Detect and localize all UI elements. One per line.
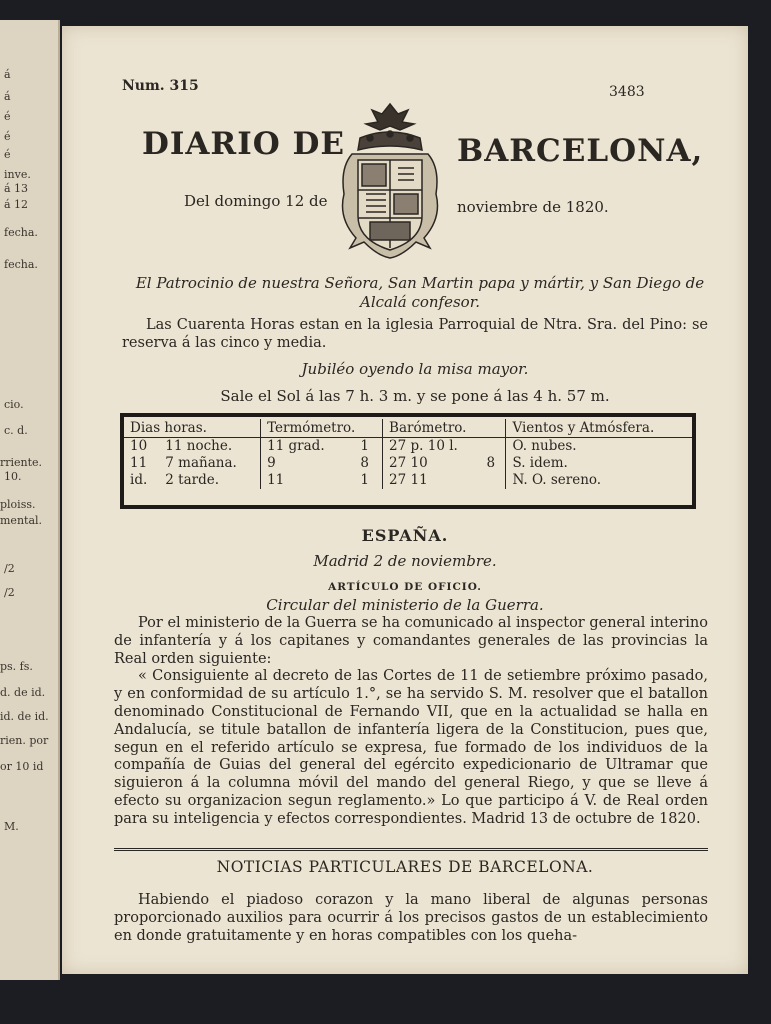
cell-wind: O. nubes.: [506, 438, 692, 456]
back-page-fragment: ps. fs.: [0, 660, 33, 673]
back-page-fragment: /2: [4, 586, 15, 599]
cell-hour: 2 tarde.: [165, 472, 220, 488]
article-title: Circular del ministerio de la Guerra.: [266, 596, 544, 614]
masthead-title-right: BARCELONA,: [457, 133, 704, 169]
back-page-fragment: á 12: [4, 198, 29, 211]
table-row: [124, 472, 692, 489]
cell-thermo-frac: 1: [360, 472, 369, 488]
cell-day: 11: [130, 455, 148, 471]
cell-wind: N. O. sereno.: [506, 472, 692, 489]
cell-thermo-frac: 1: [360, 438, 369, 454]
cell-wind: S. idem.: [506, 455, 692, 472]
sunrise-sunset: Sale el Sol á las 7 h. 3 m. y se pone á las 4 h. 57 m.: [220, 387, 610, 405]
back-page-fragment: inve.: [4, 168, 31, 181]
back-page-fragment: mental.: [0, 514, 43, 527]
noticias-paragraph: Habiendo el piadoso corazon y la mano liberal de algunas personas proporcionado auxilios para ocurrir á los precisos gastos de un establecimiento en donde gratuitamente y en horas compatibles con los queha-: [114, 892, 708, 944]
cell-thermo: 11 grad.: [261, 438, 355, 456]
cell-thermo-frac: 8: [360, 455, 369, 471]
back-page-fragment: fecha.: [4, 226, 38, 239]
back-page-fragment: id. de id.: [0, 710, 49, 723]
date-left: Del domingo 12 de: [184, 192, 328, 210]
back-page-fragment: 10.: [4, 470, 22, 483]
back-page-fragment: é: [4, 148, 11, 161]
back-page-fragment: á: [4, 68, 11, 81]
back-page-fragment: c. d.: [4, 424, 28, 437]
back-page-fragment: /2: [4, 562, 15, 575]
cuarenta-horas-notice: Las Cuarenta Horas estan en la iglesia Parroquial de Ntra. Sra. del Pino: se reserva á las cinco y media.: [122, 317, 708, 351]
table-row: [124, 455, 692, 472]
cell-thermo: 11: [261, 472, 355, 489]
section-dateline: Madrid 2 de noviembre.: [313, 552, 497, 570]
divider: [114, 848, 708, 851]
cell-baro: 27 11: [383, 472, 481, 489]
jubileo-notice: Jubiléo oyendo la misa mayor.: [301, 360, 529, 378]
article-body: [114, 615, 708, 829]
section-country: ESPAÑA.: [361, 526, 449, 545]
cell-thermo: 9: [261, 455, 355, 472]
back-page-fragment: ploiss.: [0, 498, 36, 511]
issue-number: Num. 315: [122, 78, 199, 94]
cell-hour: 7 mañana.: [165, 455, 237, 471]
date-right: noviembre de 1820.: [457, 198, 609, 216]
back-page-fragment: M.: [4, 820, 19, 833]
header-thermometer: Termómetro.: [261, 419, 383, 438]
cell-baro: 27 p. 10 l.: [383, 438, 481, 456]
newspaper-page: [62, 26, 748, 974]
back-page-fragment: á: [4, 90, 11, 103]
cell-baro: 27 10: [383, 455, 481, 472]
saints-of-the-day: El Patrocinio de nuestra Señora, San Martin papa y mártir, y San Diego de Alcalá confesor.: [135, 274, 705, 311]
cell-baro-frac: 8: [486, 455, 496, 471]
back-page-fragment: rriente.: [0, 456, 43, 469]
back-page-fragment: á 13: [4, 182, 29, 195]
cell-hour: 11 noche.: [165, 438, 233, 454]
page-number: 3483: [609, 84, 645, 100]
back-page-fragment: rien. por: [0, 734, 49, 747]
back-page-fragment: é: [4, 130, 11, 143]
header-winds: Vientos y Atmósfera.: [506, 419, 692, 438]
article-paragraph: « Consiguiente al decreto de las Cortes de 11 de setiembre próximo pasado, y en conformidad de su artículo 1.°, se ha servido S. M. resolver que el batallon denominado Constitucional de Fernando VII, que en la actualidad se halla en Andalucía, se titule batallon de infantería ligera de la Constitucion, pues que, segun en el referido artículo se expresa, fue formado de los individuos de la compañía de Guias del general del egército expedicionario de Ultramar que siguieron á la columna móvil del mando del general Riego, y que se lleve á efecto su organizacion segun reglamento.» Lo que participo á V. de Real orden para su inteligencia y efectos correspondientes. Madrid 13 de octubre de 1820.: [114, 668, 708, 827]
noticias-heading: NOTICIAS PARTICULARES DE BARCELONA.: [216, 858, 594, 876]
cell-baro-frac: [481, 438, 506, 456]
back-page-fragment: or 10 id: [0, 760, 44, 773]
back-page-fragment: é: [4, 110, 11, 123]
weather-table: [120, 413, 696, 509]
table-row: [124, 438, 692, 456]
noticias-body: [114, 892, 708, 945]
header-days-hours: Dias horas.: [124, 419, 261, 438]
cell-day: 10: [130, 438, 148, 454]
masthead-title-left: DIARIO DE: [142, 126, 346, 162]
back-page-fragment: fecha.: [4, 258, 38, 271]
article-paragraph: Por el ministerio de la Guerra se ha comunicado al inspector general interino de infantería y á los capitanes y comandantes generales de las provincias la Real orden siguiente:: [114, 615, 708, 667]
article-label: ARTÍCULO DE OFICIO.: [328, 581, 482, 593]
adjacent-page-edge: [0, 20, 60, 980]
header-barometer: Barómetro.: [383, 419, 506, 438]
back-page-fragment: cio.: [4, 398, 24, 411]
cell-day: id.: [130, 472, 148, 488]
royal-coat-of-arms-icon: [330, 98, 450, 260]
back-page-fragment: d. de id.: [0, 686, 46, 699]
cell-baro-frac: [481, 472, 506, 489]
